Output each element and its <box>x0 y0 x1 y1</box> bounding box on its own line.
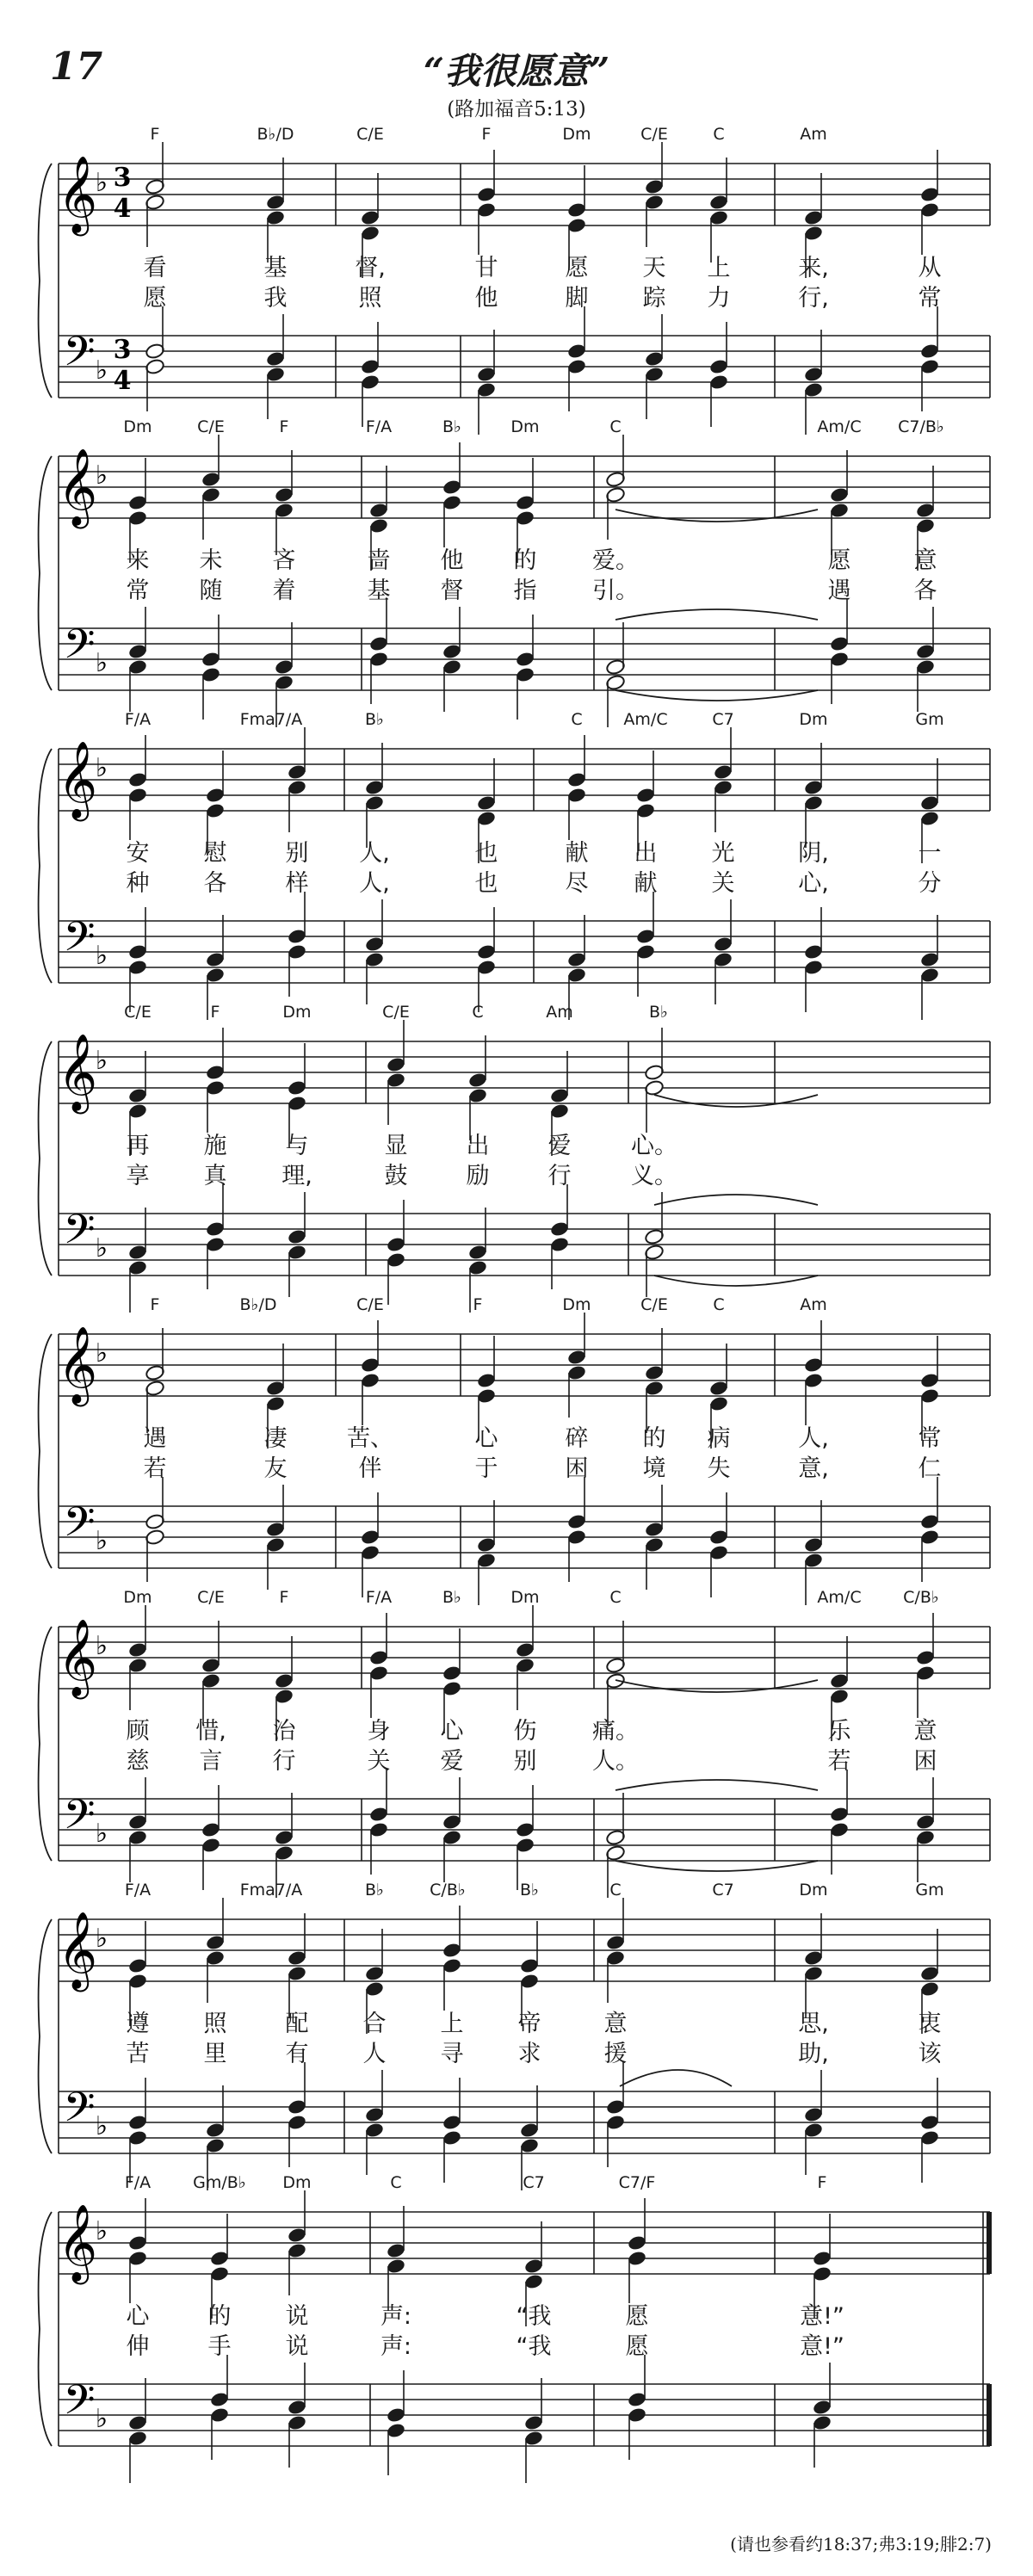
lyric-verse2: 鼓 <box>384 1163 408 1189</box>
tie-arc <box>615 690 818 701</box>
lyric-verse1: 施 <box>203 1133 227 1159</box>
lyric-verse1: 顾 <box>126 1718 150 1745</box>
lyric-verse1: 意 <box>913 1718 937 1745</box>
lyric-verse2: 着 <box>272 578 296 604</box>
flat-icon: ♭ <box>95 460 108 491</box>
chord-symbol: F/A <box>124 1881 152 1900</box>
lyric-verse1: 人, <box>359 840 390 867</box>
lyric-verse1: 乐 <box>827 1718 851 1745</box>
footer-references: (请也参看约18:37;弗3:19;腓2:7) <box>730 2534 992 2554</box>
chord-symbol: Gm <box>915 1881 944 1900</box>
lyric-verse2: 样 <box>285 870 309 897</box>
chord-symbol: Fma7/A <box>239 710 303 729</box>
lyric-verse1: 啬 <box>367 547 391 574</box>
chord-symbol: F <box>210 1003 220 1022</box>
lyric-verse1: 遇 <box>143 1425 167 1452</box>
hymn-title: “我很愿意” <box>423 50 610 92</box>
chord-symbol: Dm <box>282 1003 312 1022</box>
chord-symbol: Dm <box>562 1295 591 1314</box>
lyric-verse2: 仁 <box>918 1455 942 1482</box>
lyric-verse1: 身 <box>367 1718 391 1745</box>
treble-staff <box>59 1334 990 1396</box>
time-signature-top: 3 <box>113 163 132 193</box>
lyric-verse2: 伸 <box>126 2333 150 2360</box>
treble-clef-icon: 𝄞 <box>57 2204 98 2282</box>
lyric-verse1: 基 <box>263 255 288 281</box>
lyric-verse1: 甘 <box>474 255 498 281</box>
chord-symbol: F/A <box>124 2173 152 2192</box>
lyric-verse1: 声: <box>380 2303 412 2330</box>
chord-symbol: C7 <box>523 2173 545 2192</box>
lyric-verse1: 未 <box>199 547 223 574</box>
tie-arc <box>615 510 818 522</box>
lyric-verse2: 愿 <box>625 2333 649 2360</box>
lyric-verse1: 上 <box>440 2011 464 2037</box>
lyric-verse2: 也 <box>474 870 498 897</box>
chord-symbol: Dm <box>799 710 828 729</box>
chord-symbol: B♭/D <box>257 125 294 144</box>
lyric-verse1: 与 <box>285 1133 309 1159</box>
treble-staff <box>59 749 990 811</box>
chord-symbol: C <box>609 417 622 436</box>
system-brace <box>39 456 52 690</box>
lyric-verse2: 常 <box>918 285 942 312</box>
chord-symbol: C7/F <box>618 2173 656 2192</box>
lyric-verse1: 意 <box>913 547 937 574</box>
flat-icon: ♭ <box>95 1338 108 1368</box>
chord-symbol: Dm <box>123 417 152 436</box>
lyric-verse1: 惜, <box>195 1718 226 1745</box>
lyric-verse2: 分 <box>918 870 942 897</box>
flat-icon: ♭ <box>95 941 108 971</box>
lyric-verse2: 伴 <box>358 1455 382 1482</box>
chord-symbol: Gm/B♭ <box>193 2173 246 2192</box>
bass-clef-icon: 𝄢 <box>63 327 96 386</box>
chord-symbol: C <box>609 1588 622 1607</box>
tie-arc <box>654 1276 818 1286</box>
system-brace <box>39 749 52 983</box>
lyric-verse2: 理, <box>281 1163 312 1189</box>
bass-clef-icon: 𝄢 <box>63 912 96 971</box>
bass-staff <box>59 1506 990 1568</box>
lyric-verse1: 凄 <box>263 1425 288 1452</box>
lyric-verse2: 踪 <box>642 285 666 312</box>
chord-symbol: Dm <box>510 1588 540 1607</box>
treble-staff <box>59 1041 990 1103</box>
slur-arc <box>620 2070 732 2086</box>
flat-icon: ♭ <box>95 2404 108 2434</box>
lyric-verse1: 衷 <box>918 2011 942 2037</box>
treble-clef-icon: 𝄞 <box>57 1034 98 1111</box>
chord-symbol: C/E <box>197 1588 225 1607</box>
lyric-verse2: 言 <box>199 1748 223 1775</box>
flat-icon: ♭ <box>95 1924 108 1954</box>
tie-arc <box>615 1861 818 1871</box>
chord-symbol: C/E <box>382 1003 410 1022</box>
lyric-verse1: 一 <box>918 840 942 867</box>
lyric-verse2: 行 <box>272 1748 296 1775</box>
chord-symbol: C/E <box>124 1003 152 1022</box>
lyric-verse1: “我 <box>516 2303 552 2330</box>
system-brace <box>39 164 52 398</box>
lyric-verse2: 常 <box>126 578 150 604</box>
chord-symbol: C/B♭ <box>903 1588 939 1607</box>
lyric-verse1: 痛。 <box>592 1718 639 1745</box>
flat-icon: ♭ <box>95 1233 108 1263</box>
lyric-verse2: 友 <box>263 1455 288 1482</box>
lyric-verse1: 天 <box>642 255 666 281</box>
chord-symbol: C <box>472 1003 484 1022</box>
chord-symbol: F/A <box>124 710 152 729</box>
flat-icon: ♭ <box>95 168 108 198</box>
time-signature-bottom: 4 <box>113 194 132 224</box>
lyric-verse1: 碎 <box>565 1425 589 1452</box>
treble-staff <box>59 1919 990 1981</box>
treble-clef-icon: 𝄞 <box>57 1326 98 1404</box>
chord-symbol: F <box>150 1295 160 1314</box>
lyric-verse2: 于 <box>474 1455 498 1482</box>
chord-symbol: B♭/D <box>239 1295 277 1314</box>
lyric-verse1: 常 <box>918 1425 942 1452</box>
lyric-verse1: 再 <box>126 1133 150 1159</box>
flat-icon: ♭ <box>95 2111 108 2141</box>
bass-staff <box>59 2384 990 2446</box>
lyric-verse2: 种 <box>126 870 150 897</box>
system-brace <box>39 1919 52 2153</box>
lyric-verse1: 病 <box>707 1425 731 1452</box>
bass-clef-icon: 𝄢 <box>63 1790 96 1849</box>
lyric-verse1: 他 <box>440 547 464 574</box>
lyric-verse2: 寻 <box>440 2041 464 2067</box>
lyric-verse1: 爱 <box>547 1133 572 1159</box>
lyric-verse2: 我 <box>263 285 288 312</box>
treble-clef-icon: 𝄞 <box>57 741 98 819</box>
lyric-verse2: 各 <box>913 578 937 604</box>
lyric-verse2: 关 <box>711 870 735 897</box>
chord-symbol: C7 <box>712 710 734 729</box>
bass-staff <box>59 1214 990 1276</box>
chord-symbol: B♭ <box>442 417 461 436</box>
lyric-verse2: 励 <box>466 1163 490 1189</box>
lyric-verse1: 说 <box>285 2303 309 2330</box>
lyric-verse2: 苦 <box>126 2041 150 2067</box>
chord-symbol: Dm <box>282 2173 312 2192</box>
lyric-verse1: 配 <box>285 2011 309 2037</box>
treble-clef-icon: 𝄞 <box>57 156 98 233</box>
lyric-verse2: 困 <box>565 1455 589 1482</box>
lyric-verse1: 督, <box>355 255 386 281</box>
lyric-verse1: 心。 <box>631 1133 677 1159</box>
lyric-verse2: 献 <box>634 870 658 897</box>
treble-staff <box>59 2212 990 2274</box>
lyric-verse2: 人。 <box>592 1748 639 1775</box>
chord-symbol: C <box>713 1295 725 1314</box>
lyric-verse1: 苦、 <box>347 1425 393 1452</box>
time-signature-bottom: 4 <box>113 366 132 396</box>
lyric-verse2: 照 <box>358 285 382 312</box>
chord-symbol: F <box>481 125 492 144</box>
lyric-verse2: 援 <box>603 2041 628 2067</box>
lyric-verse1: 愿 <box>827 547 851 574</box>
treble-clef-icon: 𝄞 <box>57 1912 98 1989</box>
lyric-verse2: 督 <box>440 578 464 604</box>
lyric-verse2: 基 <box>367 578 391 604</box>
lyric-verse1: 的 <box>642 1425 666 1452</box>
chord-symbol: B♭ <box>442 1588 461 1607</box>
lyric-verse2: 他 <box>474 285 498 312</box>
chord-symbol: C/E <box>640 125 668 144</box>
lyric-verse2: 行 <box>547 1163 572 1189</box>
lyric-verse1: 愿 <box>625 2303 649 2330</box>
lyric-verse1: 愿 <box>565 255 589 281</box>
lyric-verse1: 伤 <box>513 1718 537 1745</box>
lyric-verse2: 手 <box>207 2333 232 2360</box>
lyric-verse1: 来, <box>798 255 829 281</box>
lyric-verse1: 思, <box>798 2011 829 2037</box>
lyric-verse1: 出 <box>634 840 658 867</box>
bass-clef-icon: 𝄢 <box>63 2375 96 2434</box>
lyric-verse1: 照 <box>203 2011 227 2037</box>
bass-clef-icon: 𝄢 <box>63 2083 96 2141</box>
chord-symbol: B♭ <box>365 1881 384 1900</box>
lyric-verse1: 爱。 <box>592 547 639 574</box>
chord-symbol: C <box>713 125 725 144</box>
lyric-verse2: 若 <box>827 1748 851 1775</box>
chord-symbol: C <box>571 710 583 729</box>
lyric-verse1: 心 <box>126 2303 150 2330</box>
lyric-verse2: 爱 <box>440 1748 464 1775</box>
scripture-reference: (路加福音5:13) <box>447 98 586 120</box>
chord-symbol: Am/C <box>817 417 862 436</box>
lyric-verse2: 心, <box>798 870 829 897</box>
chord-symbol: F <box>279 1588 289 1607</box>
lyric-verse2: 若 <box>143 1455 167 1482</box>
lyric-verse1: 吝 <box>272 547 296 574</box>
flat-icon: ♭ <box>95 2216 108 2246</box>
lyric-verse2: 脚 <box>565 285 589 312</box>
chord-symbol: C/E <box>197 417 225 436</box>
chord-symbol: C7 <box>712 1881 734 1900</box>
lyric-verse1: 来 <box>126 547 150 574</box>
lyric-verse1: 安 <box>126 840 150 867</box>
lyric-verse1: 治 <box>272 1718 296 1745</box>
lyric-verse2: 尽 <box>565 870 589 897</box>
chord-symbol: C/B♭ <box>430 1881 466 1900</box>
chord-symbol: C/E <box>640 1295 668 1314</box>
lyric-verse2: 声: <box>380 2333 412 2360</box>
chord-symbol: Dm <box>510 417 540 436</box>
chord-symbol: C/E <box>356 1295 384 1314</box>
flat-icon: ♭ <box>95 1631 108 1661</box>
treble-clef-icon: 𝄞 <box>57 448 98 526</box>
flat-icon: ♭ <box>95 753 108 783</box>
lyric-verse1: 遵 <box>126 2011 150 2037</box>
bass-clef-icon: 𝄢 <box>63 1498 96 1556</box>
lyric-verse2: 说 <box>285 2333 309 2360</box>
chord-symbol: Am/C <box>817 1588 862 1607</box>
lyric-verse1: 显 <box>384 1133 408 1159</box>
lyric-verse1: 的 <box>207 2303 232 2330</box>
lyric-verse1: 意!” <box>800 2303 844 2330</box>
lyric-verse2: 享 <box>126 1163 150 1189</box>
flat-icon: ♭ <box>95 355 108 386</box>
lyric-verse2: 助, <box>798 2041 829 2067</box>
chord-symbol: Fma7/A <box>239 1881 303 1900</box>
lyric-verse1: 别 <box>285 840 309 867</box>
chord-symbol: F/A <box>365 417 393 436</box>
chord-symbol: B♭ <box>520 1881 539 1900</box>
chord-symbol: F/A <box>365 1588 393 1607</box>
lyric-verse2: 关 <box>367 1748 391 1775</box>
final-bar-thick <box>987 2384 992 2446</box>
lyric-verse1: 意 <box>603 2011 628 2037</box>
chord-symbol: Am <box>800 1295 827 1314</box>
chord-symbol: F <box>473 1295 483 1314</box>
lyric-verse2: 愿 <box>143 285 167 312</box>
lyric-verse2: 困 <box>913 1748 937 1775</box>
flat-icon: ♭ <box>95 1046 108 1076</box>
system-brace <box>39 1041 52 1276</box>
chord-symbol: F <box>150 125 160 144</box>
chord-symbol: Am <box>546 1003 573 1022</box>
bass-clef-icon: 𝄢 <box>63 620 96 678</box>
system-brace <box>39 1627 52 1861</box>
chord-symbol: Am/C <box>623 710 668 729</box>
lyric-verse2: 别 <box>513 1748 537 1775</box>
lyric-verse1: 从 <box>918 255 942 281</box>
lyric-verse2: 力 <box>707 285 731 312</box>
lyric-verse2: 失 <box>707 1455 731 1482</box>
lyric-verse1: 阴, <box>798 840 829 867</box>
lyric-verse1: 心 <box>440 1718 464 1745</box>
lyric-verse2: 随 <box>199 578 223 604</box>
flat-icon: ♭ <box>95 648 108 678</box>
tie-arc <box>654 1095 818 1107</box>
chord-symbol: Gm <box>915 710 944 729</box>
lyric-verse1: 合 <box>362 2011 387 2037</box>
lyric-verse2: 境 <box>642 1455 666 1482</box>
lyric-verse2: 义。 <box>631 1163 677 1189</box>
lyric-verse2: 指 <box>513 578 537 604</box>
treble-clef-icon: 𝄞 <box>57 1619 98 1696</box>
lyric-verse1: 心 <box>474 1425 498 1452</box>
lyric-verse2: 人 <box>362 2041 387 2067</box>
lyric-verse2: 引。 <box>592 578 639 604</box>
tie-arc <box>654 1195 818 1205</box>
lyric-verse2: 遇 <box>827 578 851 604</box>
chord-symbol: C <box>390 2173 402 2192</box>
lyric-verse2: 各 <box>203 870 227 897</box>
chord-symbol: C7/B♭ <box>898 417 944 436</box>
bass-clef-icon: 𝄢 <box>63 1205 96 1263</box>
lyric-verse2: 意, <box>798 1455 829 1482</box>
chord-symbol: F <box>279 417 289 436</box>
final-bar-thick <box>987 2212 992 2274</box>
lyric-verse1: 也 <box>474 840 498 867</box>
lyric-verse1: 的 <box>513 547 537 574</box>
lyric-verse1: 献 <box>565 840 589 867</box>
lyric-verse1: 上 <box>707 255 731 281</box>
lyric-verse2: 意!” <box>800 2333 844 2360</box>
treble-staff <box>59 164 990 225</box>
lyric-verse1: 人, <box>798 1425 829 1452</box>
chord-symbol: C <box>609 1881 622 1900</box>
chord-symbol: F <box>817 2173 827 2192</box>
lyric-verse2: 人, <box>359 870 390 897</box>
chord-symbol: Dm <box>799 1881 828 1900</box>
lyric-verse2: 真 <box>203 1163 227 1189</box>
lyric-verse2: 求 <box>517 2041 541 2067</box>
lyric-verse1: 看 <box>143 255 167 281</box>
lyric-verse2: 里 <box>203 2041 227 2067</box>
bass-staff <box>59 336 990 398</box>
lyric-verse1: 帝 <box>517 2011 541 2037</box>
chord-symbol: B♭ <box>365 710 384 729</box>
lyric-verse2: 行, <box>798 285 829 312</box>
tie-arc <box>615 1680 818 1692</box>
lyric-verse1: 慰 <box>203 840 227 867</box>
tie-arc <box>615 1780 818 1790</box>
system-brace <box>39 1334 52 1568</box>
lyric-verse1: 出 <box>466 1133 490 1159</box>
time-signature-top: 3 <box>113 335 132 365</box>
lyric-verse2: 有 <box>285 2041 309 2067</box>
chord-symbol: B♭ <box>649 1003 668 1022</box>
chord-symbol: C/E <box>356 125 384 144</box>
hymn-number: 17 <box>50 45 103 89</box>
lyric-verse1: 光 <box>711 840 735 867</box>
flat-icon: ♭ <box>95 1819 108 1849</box>
lyric-verse2: “我 <box>516 2333 552 2360</box>
lyric-verse2: 慈 <box>126 1748 150 1775</box>
system-brace <box>39 2212 52 2446</box>
tie-arc <box>615 609 818 620</box>
chord-symbol: Dm <box>562 125 591 144</box>
chord-symbol: Dm <box>123 1588 152 1607</box>
bass-staff <box>59 921 990 983</box>
chord-symbol: Am <box>800 125 827 144</box>
lyric-verse2: 该 <box>918 2041 942 2067</box>
flat-icon: ♭ <box>95 1526 108 1556</box>
treble-staff <box>59 1627 990 1689</box>
